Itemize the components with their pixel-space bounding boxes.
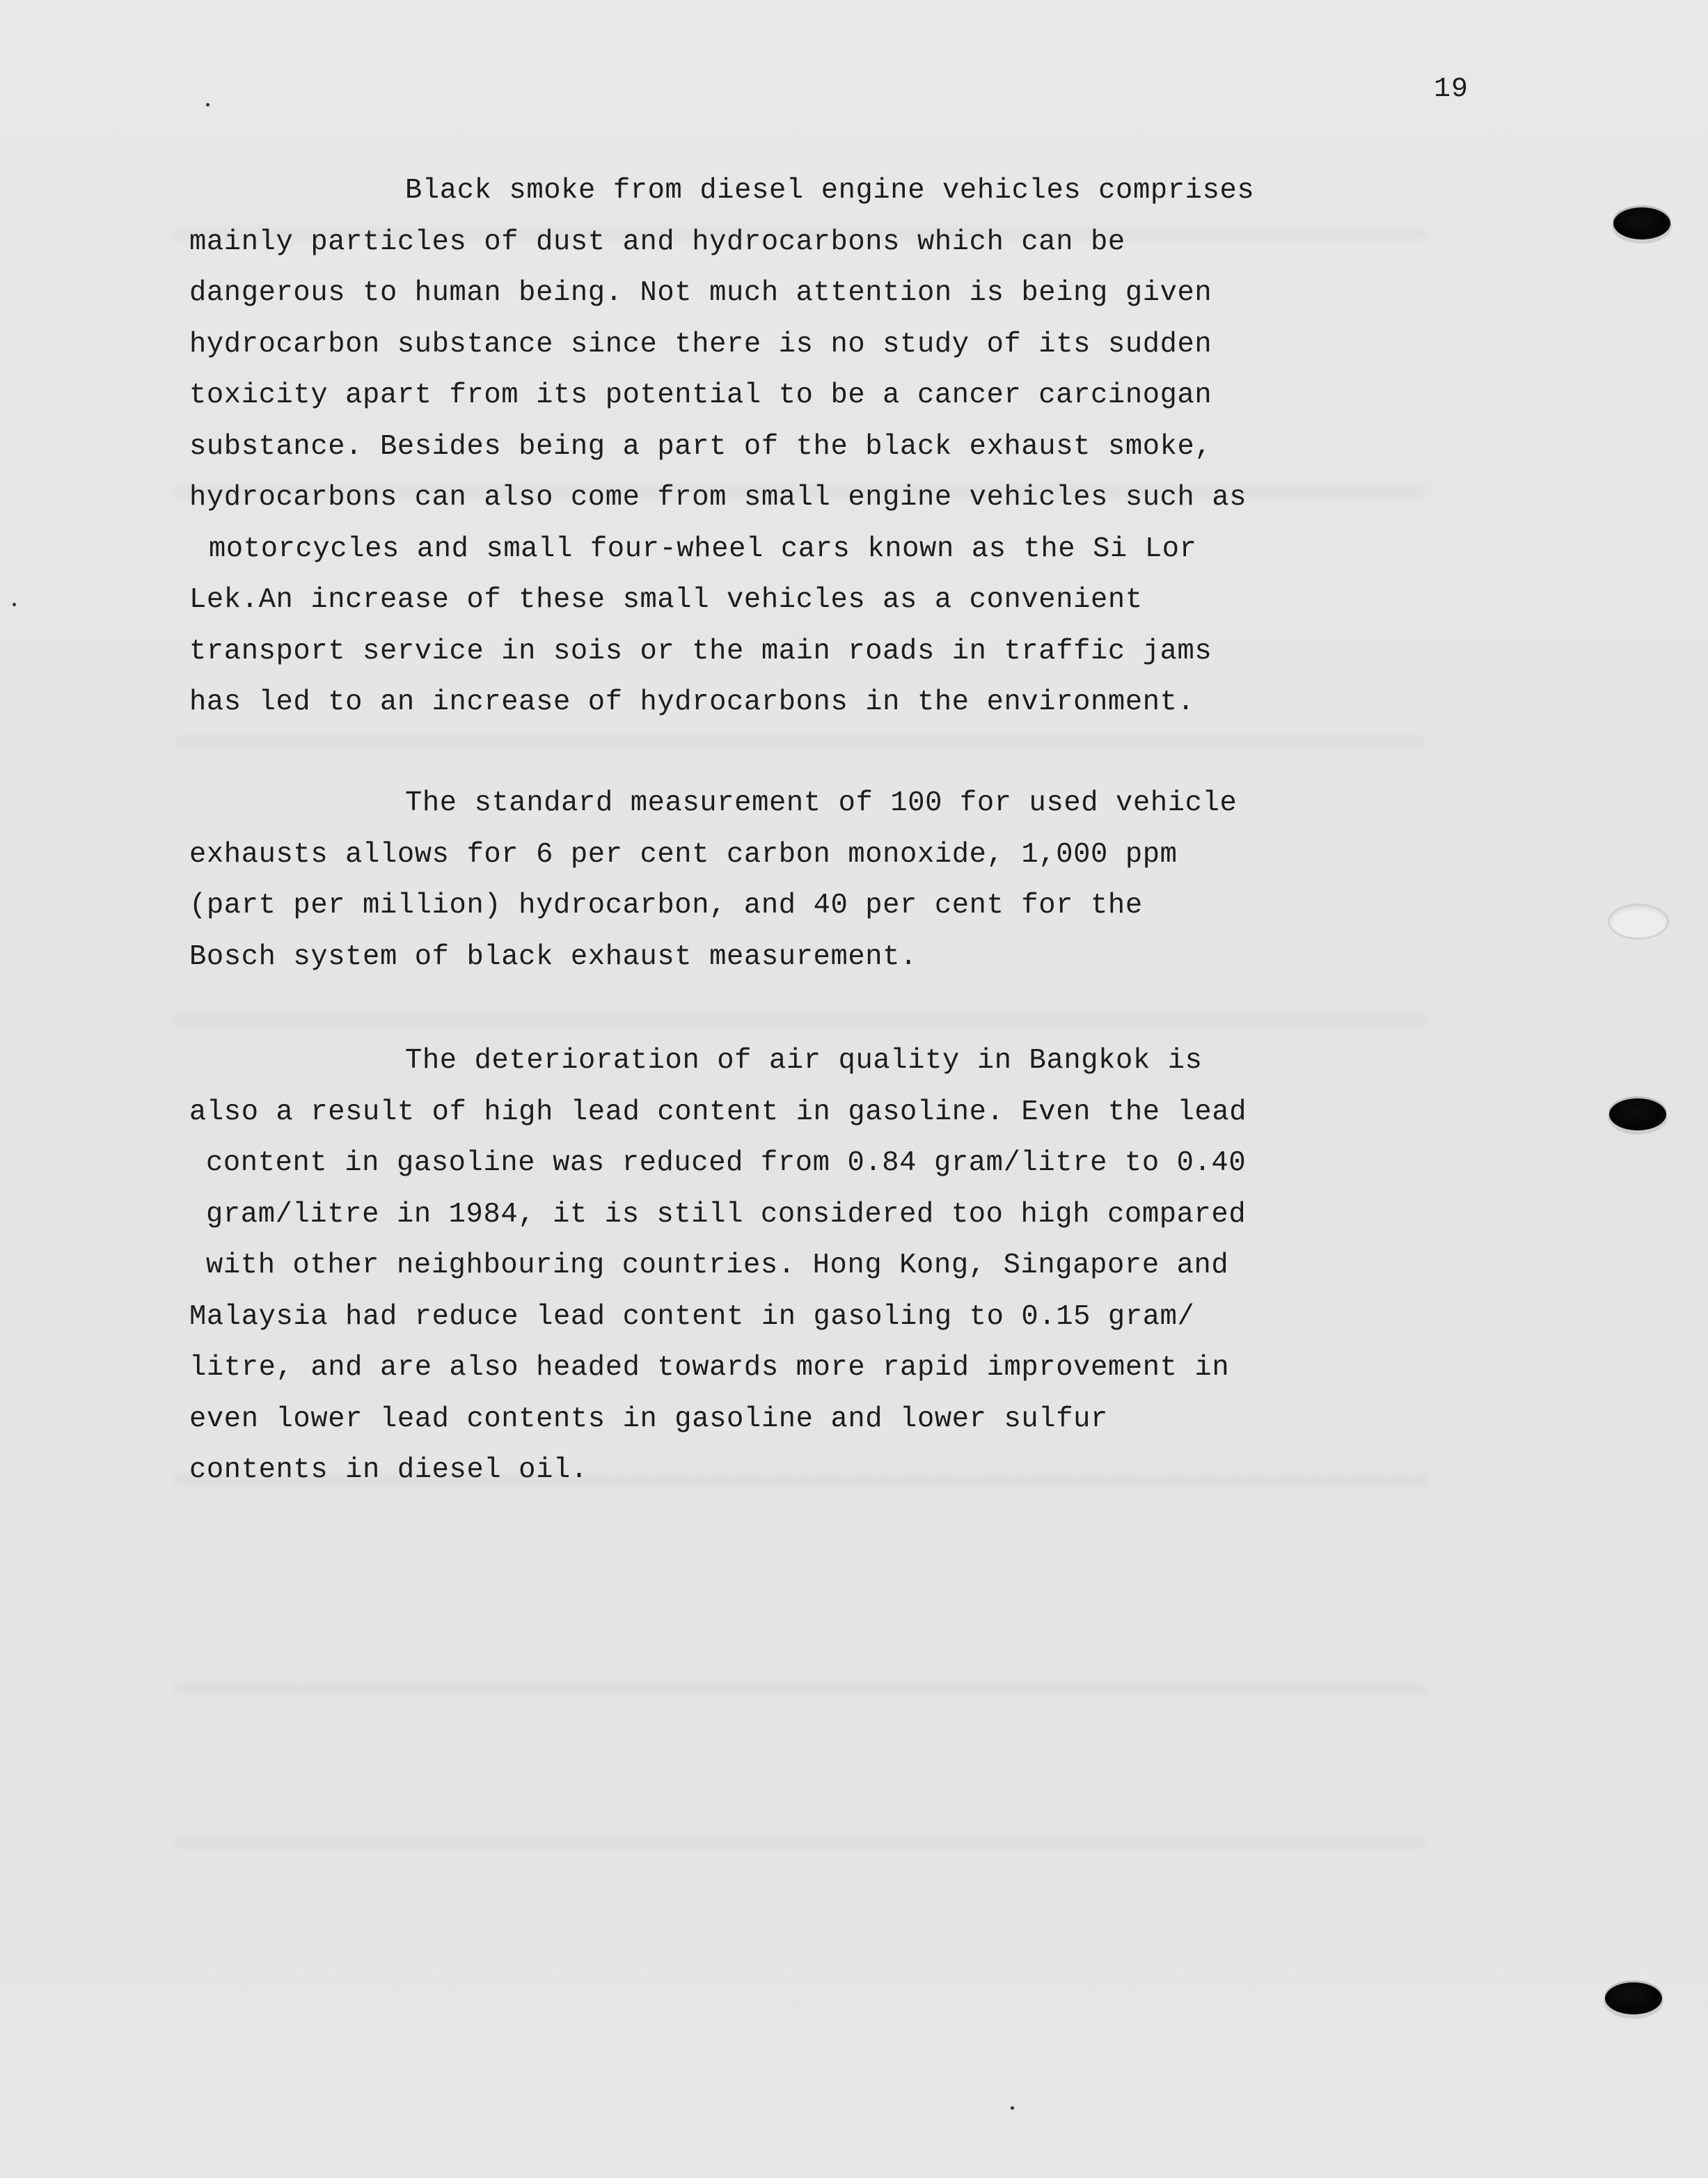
text-line: toxicity apart from its potential to be a cancer carcinogan [189, 379, 1212, 411]
text-line: with other neighbouring countries. Hong Kong, Singapore and [206, 1249, 1229, 1281]
page-number: 19 [1434, 74, 1469, 105]
text-line: content in gasoline was reduced from 0.84 gram/litre to 0.40 [206, 1147, 1247, 1179]
text-line: even lower lead contents in gasoline and lower sulfur [189, 1403, 1108, 1435]
scan-speck [1011, 2106, 1014, 2110]
binder-hole [1609, 1098, 1666, 1130]
text-line: Bosch system of black exhaust measurement. [189, 940, 917, 973]
text-line: The standard measurement of 100 for used vehicle [405, 787, 1237, 819]
text-line: (part per million) hydrocarbon, and 40 per cent for the [189, 890, 1143, 922]
binder-hole [1605, 1982, 1662, 2014]
binder-hole [1613, 207, 1670, 239]
text-line: also a result of high lead content in gasoline. Even the lead [189, 1096, 1247, 1128]
text-line: has led to an increase of hydrocarbons in the environment. [189, 686, 1195, 718]
text-line: Lek.An increase of these small vehicles as a convenient [189, 584, 1143, 616]
scan-speck [206, 103, 209, 106]
scan-speck [13, 603, 16, 606]
text-line: hydrocarbons can also come from small engine vehicles such as [189, 482, 1247, 514]
show-through-texture [174, 1684, 1427, 1693]
text-line: The deterioration of air quality in Bangkok is [405, 1045, 1203, 1077]
text-line: contents in diesel oil. [189, 1454, 588, 1486]
text-line: litre, and are also headed towards more rapid improvement in [189, 1352, 1230, 1384]
text-line: hydrocarbon substance since there is no study of its sudden [189, 328, 1212, 361]
text-line: Black smoke from diesel engine vehicles comprises [405, 175, 1255, 207]
text-line: Malaysia had reduce lead content in gasoling to 0.15 gram/ [189, 1300, 1195, 1333]
paragraph-lead-content [189, 1036, 1484, 1497]
paragraph-standard-measurement [189, 778, 1484, 983]
text-line: mainly particles of dust and hydrocarbons which can be [189, 226, 1125, 258]
show-through-texture [174, 1016, 1427, 1025]
text-line: dangerous to human being. Not much attention is being given [189, 277, 1212, 309]
show-through-texture [174, 1838, 1427, 1846]
text-line: gram/litre in 1984, it is still considered too high compared [206, 1198, 1247, 1231]
text-line: substance. Besides being a part of the black exhaust smoke, [189, 430, 1212, 463]
show-through-texture [174, 738, 1427, 746]
text-line: motorcycles and small four-wheel cars known as the Si Lor [209, 532, 1197, 565]
binder-hole-empty [1608, 903, 1669, 940]
text-line: exhausts allows for 6 per cent carbon monoxide, 1,000 ppm [189, 838, 1178, 871]
paragraph-diesel-smoke [189, 166, 1484, 729]
text-line: transport service in sois or the main roads in traffic jams [189, 635, 1212, 668]
